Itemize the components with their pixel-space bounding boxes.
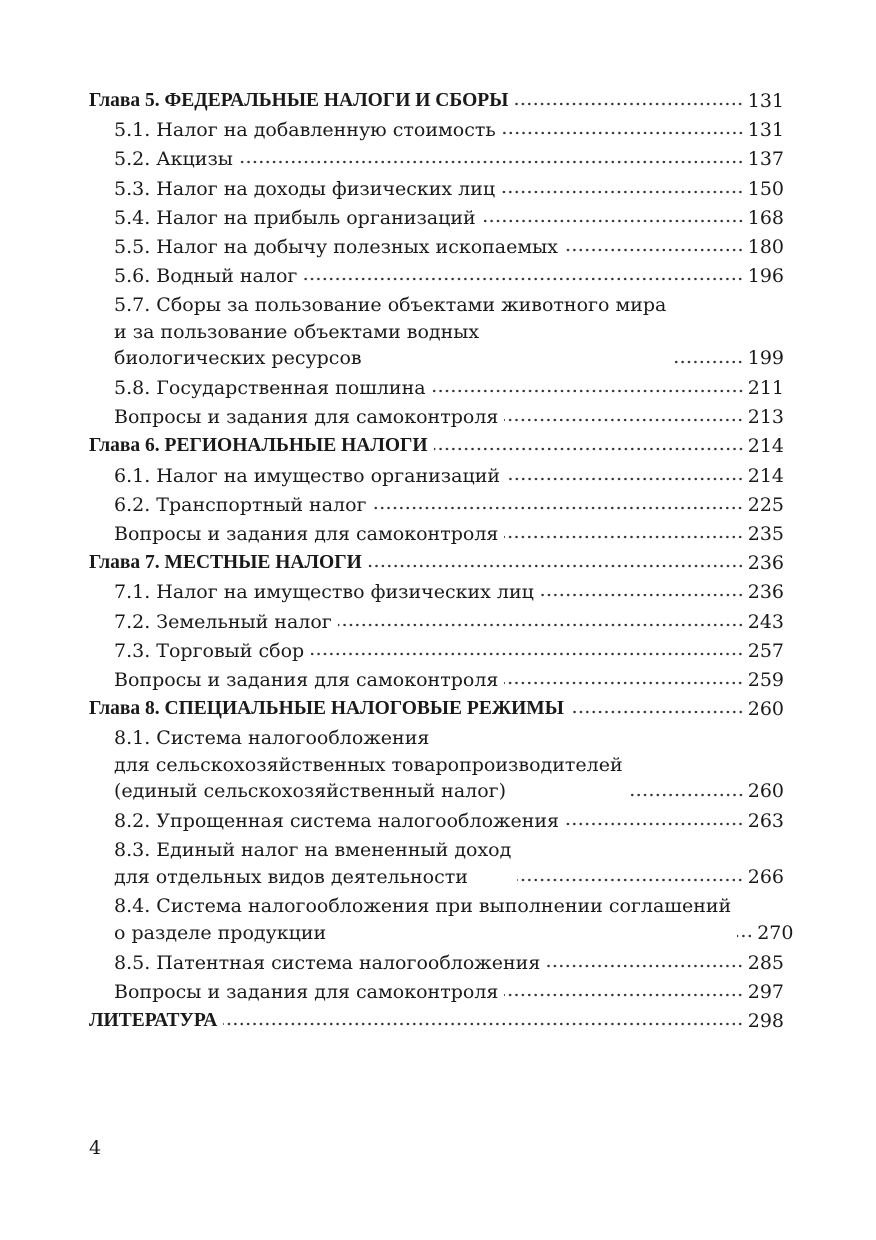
toc-page-number: 263 xyxy=(747,809,784,832)
dot-leader xyxy=(482,218,744,224)
toc-page-number: 199 xyxy=(747,347,784,370)
toc-entry-title-line: 6.2. Транспортный налог xyxy=(114,493,367,516)
toc-entry-title xyxy=(114,950,540,976)
toc-page-number: 266 xyxy=(747,865,784,888)
toc-entry-title-line: 8.1. Система налогообложения xyxy=(114,727,430,750)
toc-chapter-entry[interactable] xyxy=(89,696,784,722)
toc-chapter-entry[interactable] xyxy=(89,550,784,576)
toc-section-entry[interactable] xyxy=(89,176,784,202)
toc-chapter-entry[interactable] xyxy=(89,1008,784,1034)
toc-entry-title xyxy=(89,433,428,459)
toc-entry-title xyxy=(114,205,476,231)
toc-entry-title-line: Глава 6. РЕГИОНАЛЬНЫЕ НАЛОГИ xyxy=(89,435,428,457)
toc-chapter-entry[interactable] xyxy=(89,433,784,459)
toc-page-number: 214 xyxy=(747,464,784,487)
toc-entry-title-line: 5.8. Государственная пошлина xyxy=(114,377,426,399)
toc-entry-title xyxy=(114,146,233,172)
toc-entry-title xyxy=(114,117,496,143)
toc-entry-title xyxy=(114,404,498,430)
table-of-contents xyxy=(89,88,794,1037)
dot-leader xyxy=(672,359,743,365)
toc-entry-title-line: 5.6. Водный налог xyxy=(114,265,298,288)
toc-entry-title-line: 5.2. Акцизы xyxy=(114,148,233,171)
toc-entry-title-line: 5.1. Налог на добавленную стоимость xyxy=(114,119,496,142)
dot-leader xyxy=(504,417,743,423)
toc-entry-title-line: для сельскохозяйственных товаропроизводителей xyxy=(114,753,623,776)
toc-page-number: 180 xyxy=(747,235,784,258)
toc-page-number: 211 xyxy=(747,377,784,399)
toc-entry-title-line: Глава 7. МЕСТНЫЕ НАЛОГИ xyxy=(89,552,362,574)
dot-leader xyxy=(310,651,744,657)
dot-leader xyxy=(504,680,743,686)
toc-section-entry[interactable] xyxy=(89,808,784,834)
toc-section-entry[interactable] xyxy=(89,205,784,231)
toc-entry-title-line: 5.4. Налог на прибыль организаций xyxy=(114,206,476,229)
toc-page-number: 285 xyxy=(747,951,784,974)
toc-page-number: 131 xyxy=(747,119,784,142)
dot-leader xyxy=(629,792,744,798)
toc-section-entry[interactable] xyxy=(89,234,784,260)
toc-entry-title-line: для отдельных видов деятельности xyxy=(114,865,468,888)
toc-entry-title-line: о разделе продукции xyxy=(114,921,327,944)
dot-leader xyxy=(506,476,744,482)
toc-section-entry[interactable] xyxy=(89,579,784,605)
toc-page-number: 297 xyxy=(747,980,784,1003)
toc-entry-title-line: и за пользование объектами водных xyxy=(114,320,480,343)
dot-leader xyxy=(517,877,743,883)
toc-page-number: 131 xyxy=(747,90,784,112)
toc-entry-title-line: Вопросы и задания для самоконтроля xyxy=(114,406,499,429)
toc-entry-title-line: Вопросы и задания для самоконтроля xyxy=(114,980,499,1003)
toc-page-number: 137 xyxy=(747,148,784,171)
toc-entry-title xyxy=(114,375,426,401)
toc-page-number: 225 xyxy=(747,493,784,516)
dot-leader xyxy=(504,534,743,540)
toc-section-entry[interactable] xyxy=(89,837,784,890)
toc-chapter-entry[interactable] xyxy=(89,88,784,114)
toc-entry-title-line: Вопросы и задания для самоконтроля xyxy=(114,522,499,545)
toc-section-entry[interactable] xyxy=(89,893,794,946)
toc-page-number: 196 xyxy=(747,265,784,288)
toc-page-number: 235 xyxy=(747,522,784,545)
toc-entry-title xyxy=(89,550,362,576)
dot-leader xyxy=(564,247,744,253)
toc-entry-title xyxy=(89,696,564,722)
toc-section-entry[interactable] xyxy=(89,725,784,805)
toc-entry-title xyxy=(114,292,666,372)
toc-page-number: 270 xyxy=(757,921,794,944)
toc-page-number: 260 xyxy=(747,780,784,803)
toc-page-number: 260 xyxy=(747,698,784,721)
dot-leader xyxy=(570,709,744,715)
toc-entry-title xyxy=(114,492,366,518)
toc-section-entry[interactable] xyxy=(89,667,784,693)
toc-entry-title-line: 8.3. Единый налог на вмененный доход xyxy=(114,839,512,862)
toc-entry-title-line: биологических ресурсов xyxy=(114,347,362,370)
toc-section-entry[interactable] xyxy=(89,521,784,547)
toc-section-entry[interactable] xyxy=(89,463,784,489)
dot-leader xyxy=(372,505,743,511)
dot-leader xyxy=(514,101,743,107)
toc-section-entry[interactable] xyxy=(89,146,784,172)
dot-leader xyxy=(432,388,744,394)
toc-section-entry[interactable] xyxy=(89,375,784,401)
toc-section-entry[interactable] xyxy=(89,638,784,664)
toc-entry-title xyxy=(114,638,304,664)
toc-entry-title-line: Вопросы и задания для самоконтроля xyxy=(114,668,499,691)
dot-leader xyxy=(368,563,744,569)
dot-leader xyxy=(504,992,743,998)
toc-page-number: 257 xyxy=(747,639,784,662)
toc-entry-title-line: 5.5. Налог на добычу полезных ископаемых xyxy=(114,235,558,258)
dot-leader xyxy=(540,592,744,598)
toc-page-number: 213 xyxy=(747,406,784,429)
toc-entry-title-line: 6.1. Налог на имущество организаций xyxy=(114,464,501,487)
toc-entry-title-line: 7.3. Торговый сбор xyxy=(114,639,305,662)
dot-leader xyxy=(546,963,743,969)
toc-entry-title xyxy=(114,579,534,605)
toc-page-number: 214 xyxy=(747,435,784,458)
toc-entry-title xyxy=(114,893,731,946)
toc-entry-title xyxy=(89,88,508,114)
toc-entry-title xyxy=(114,263,297,289)
toc-section-entry[interactable] xyxy=(89,492,784,518)
toc-entry-title xyxy=(114,609,332,635)
toc-page-number: 150 xyxy=(747,177,784,200)
toc-entry-title-line: Глава 8. СПЕЦИАЛЬНЫЕ НАЛОГОВЫЕ РЕЖИМЫ xyxy=(89,698,564,720)
dot-leader xyxy=(223,1021,743,1027)
toc-entry-title-line: (единый сельскохозяйственный налог) xyxy=(114,780,507,803)
toc-entry-title xyxy=(114,667,498,693)
toc-entry-title xyxy=(114,837,511,890)
toc-section-entry[interactable] xyxy=(89,950,784,976)
toc-page-number: 259 xyxy=(747,668,784,691)
toc-page-number: 236 xyxy=(747,581,784,604)
toc-entry-title xyxy=(114,176,495,202)
toc-entry-title-line: 7.2. Земельный налог xyxy=(114,610,332,633)
toc-entry-title-line: 8.2. Упрощенная система налогообложения xyxy=(114,809,560,832)
dot-leader xyxy=(565,821,744,827)
dot-leader xyxy=(434,446,744,452)
dot-leader xyxy=(502,130,744,136)
toc-entry-title-line: ЛИТЕРАТУРА xyxy=(89,1009,218,1031)
toc-entry-title xyxy=(89,1008,217,1034)
toc-entry-title xyxy=(114,725,623,805)
toc-entry-title xyxy=(114,979,498,1005)
toc-page-number: 168 xyxy=(747,206,784,229)
toc-entry-title-line: Глава 5. ФЕДЕРАЛЬНЫЕ НАЛОГИ И СБОРЫ xyxy=(89,90,509,111)
toc-section-entry[interactable] xyxy=(89,404,784,430)
dot-leader xyxy=(501,189,744,195)
toc-entry-title xyxy=(114,521,498,547)
toc-entry-title-line: 5.3. Налог на доходы физических лиц xyxy=(114,177,496,200)
toc-section-entry[interactable] xyxy=(89,979,784,1005)
toc-section-entry[interactable] xyxy=(89,263,784,289)
toc-entry-title xyxy=(114,808,559,834)
toc-entry-title xyxy=(114,234,558,260)
toc-section-entry[interactable] xyxy=(89,292,784,372)
toc-entry-title-line: 7.1. Налог на имущество физических лиц xyxy=(114,581,534,604)
dot-leader xyxy=(303,276,743,282)
toc-section-entry[interactable] xyxy=(89,117,784,143)
toc-entry-title-line: 8.4. Система налогообложения при выполнении соглашений xyxy=(114,895,732,918)
toc-section-entry[interactable] xyxy=(89,609,784,635)
dot-leader xyxy=(239,159,744,165)
toc-page-number: 298 xyxy=(747,1009,784,1032)
dot-leader xyxy=(737,933,753,939)
toc-page-number: 236 xyxy=(747,552,784,575)
page-number: 4 xyxy=(89,1137,102,1159)
toc-entry-title-line: 8.5. Патентная система налогообложения xyxy=(114,951,541,974)
dot-leader xyxy=(338,622,744,628)
toc-page-number: 243 xyxy=(747,610,784,633)
toc-entry-title-line: 5.7. Сборы за пользование объектами животного мира xyxy=(114,294,667,317)
toc-entry-title xyxy=(114,463,500,489)
